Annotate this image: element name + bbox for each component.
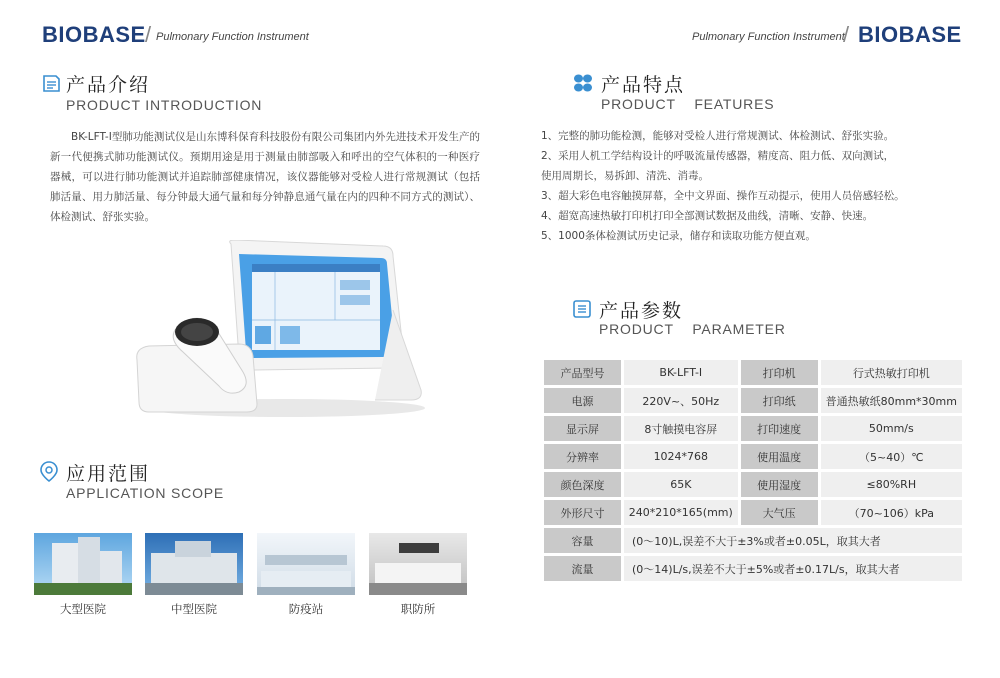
param-key: 颜色深度 xyxy=(544,472,621,497)
param-value: 220V~、50Hz xyxy=(624,388,738,413)
params-title-cn: 产品参数 xyxy=(599,300,684,322)
intro-title-cn: 产品介绍 xyxy=(66,74,151,96)
brand-divider-left: / xyxy=(145,22,152,47)
scope-item-epidemic-station xyxy=(257,533,355,617)
scope-label: 职防所 xyxy=(400,602,436,616)
param-value: （70~106）kPa xyxy=(821,500,962,525)
features-icon xyxy=(572,72,594,94)
device-image xyxy=(135,240,425,418)
param-value: 65K xyxy=(624,472,738,497)
scope-item-occupational-institute xyxy=(369,533,467,617)
scope-label: 防疫站 xyxy=(288,602,324,616)
param-value: 50mm/s xyxy=(821,416,962,441)
param-key: 使用温度 xyxy=(741,444,818,469)
brand-divider-right: / xyxy=(843,22,850,47)
intro-title-en: PRODUCT INTRODUCTION xyxy=(66,97,263,113)
feature-item: 1、完整的肺功能检测，能够对受检人进行常规测试、体检测试、舒张实验。 xyxy=(541,130,895,142)
param-value: ≤80%RH xyxy=(821,472,962,497)
list-icon xyxy=(571,298,593,320)
param-key: 打印机 xyxy=(741,360,818,385)
occupational-institute-photo xyxy=(369,533,467,595)
features-title-en: PRODUCT FEATURES xyxy=(601,96,775,112)
features-list xyxy=(541,126,981,246)
scope-label: 中型医院 xyxy=(171,602,217,616)
param-key: 大气压 xyxy=(741,500,818,525)
param-key: 电源 xyxy=(544,388,621,413)
large-hospital-photo xyxy=(34,533,132,595)
table-row xyxy=(544,472,962,497)
table-row xyxy=(544,556,962,581)
param-value: 8寸触摸电容屏 xyxy=(624,416,738,441)
intro-text: BK-LFT-Ⅰ型肺功能测试仪是山东博科保育科技股份有限公司集团内外先进技术开发生产的新一代便携式肺功能测试仪。预期用途是用于测量由肺部吸入和呼出的空气体积的一种医疗器械，可以进行肺功能测试并追踪肺部健康情况，该仪器能够对受检人进行常规测试（包括肺活量、用力肺活量、每分钟最大通气量和每分钟静息通气量在内的四种不同方式的测试）、体检测试、舒张实验。 xyxy=(50,131,480,223)
table-row xyxy=(544,360,962,385)
feature-item: 5、1000条体检测试历史记录，储存和读取功能方便直观。 xyxy=(541,230,816,242)
feature-item: 4、超宽高速热敏打印机打印全部测试数据及曲线，清晰、安静、快速。 xyxy=(541,210,874,222)
param-value: (0～14)L/s,误差不大于±5%或者±0.17L/s，取其大者 xyxy=(624,556,962,581)
brand-logo-right: BIOBASE xyxy=(858,22,962,47)
param-value: (0～10)L,误差不大于±3%或者±0.05L，取其大者 xyxy=(624,528,962,553)
params-title-en: PRODUCT PARAMETER xyxy=(599,321,786,337)
scope-item-large-hospital xyxy=(34,533,132,617)
param-key: 流量 xyxy=(544,556,621,581)
table-row xyxy=(544,528,962,553)
brand-logo-left: BIOBASE xyxy=(42,22,146,47)
epidemic-station-photo xyxy=(257,533,355,595)
param-key: 产品型号 xyxy=(544,360,621,385)
brand-subtitle-right: Pulmonary Function Instrument xyxy=(692,31,845,43)
param-key: 外形尺寸 xyxy=(544,500,621,525)
param-key: 容量 xyxy=(544,528,621,553)
document-icon xyxy=(40,72,62,94)
table-row xyxy=(544,416,962,441)
scope-gallery xyxy=(34,533,454,616)
location-pin-icon xyxy=(38,460,60,482)
param-value: （5~40）℃ xyxy=(821,444,962,469)
scope-title-cn: 应用范围 xyxy=(66,463,151,485)
param-value: 普通热敏纸80mm*30mm xyxy=(821,388,962,413)
parameters-table xyxy=(541,357,965,584)
param-value: 行式热敏打印机 xyxy=(821,360,962,385)
scope-item-medium-hospital xyxy=(145,533,243,617)
param-key: 打印纸 xyxy=(741,388,818,413)
param-key: 使用湿度 xyxy=(741,472,818,497)
param-key: 打印速度 xyxy=(741,416,818,441)
feature-item: 3、超大彩色电容触摸屏幕，全中文界面、操作互动提示，使用人员倍感轻松。 xyxy=(541,190,905,202)
feature-item: 2、采用人机工学结构设计的呼吸流量传感器，精度高、阻力低、双向测试， xyxy=(541,150,895,162)
param-key: 显示屏 xyxy=(544,416,621,441)
feature-item: 使用周期长，易拆卸、清洗、消毒。 xyxy=(541,170,709,182)
param-key: 分辨率 xyxy=(544,444,621,469)
scope-label: 大型医院 xyxy=(60,602,106,616)
param-value: 1024*768 xyxy=(624,444,738,469)
param-value: BK-LFT-I xyxy=(624,360,738,385)
features-title-cn: 产品特点 xyxy=(601,74,686,96)
brand-subtitle-left: Pulmonary Function Instrument xyxy=(156,31,309,43)
table-row xyxy=(544,388,962,413)
table-row xyxy=(544,444,962,469)
scope-title-en: APPLICATION SCOPE xyxy=(66,485,225,501)
table-row xyxy=(544,500,962,525)
param-value: 240*210*165(mm) xyxy=(624,500,738,525)
medium-hospital-photo xyxy=(145,533,243,595)
